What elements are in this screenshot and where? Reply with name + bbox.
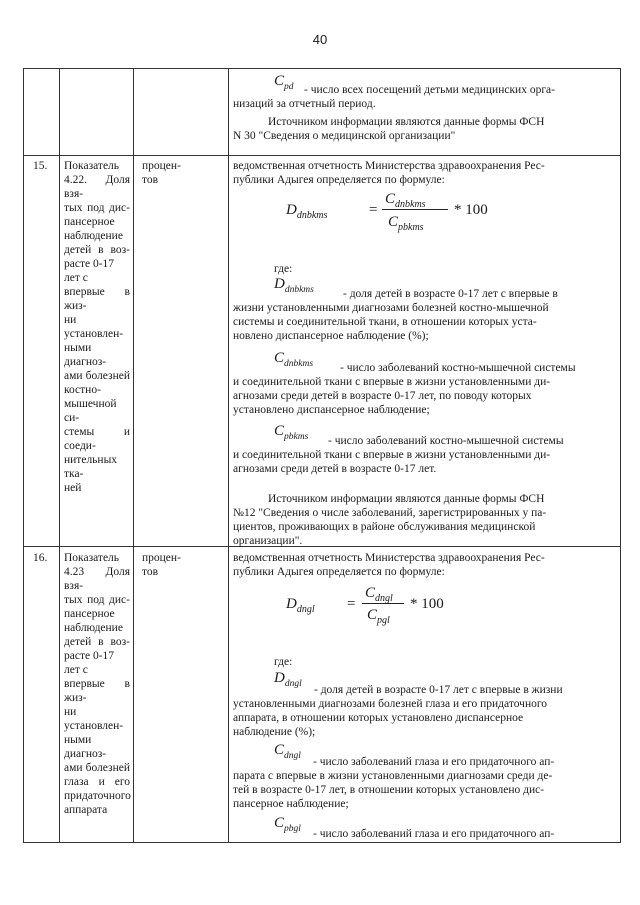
indicator-name-line: расте 0-17 лет с [64,650,115,676]
source-note: организации". [233,535,303,547]
indicator-name-line: тых под дис- [64,594,130,606]
indicator-name-line: детей в воз- [64,636,130,648]
unit-label: процен- [142,552,181,564]
source-note: N 30 "Сведения о медицинской организации" [233,130,456,142]
row-separator [24,155,620,156]
c-numerator-description: пансерное наблюдение; [233,798,349,810]
c-numerator-description: - число заболеваний костно-мышечной системы [340,362,576,374]
indicator-name-cell [64,551,130,817]
d-description: жизни установленными диагнозами болезней костно-мышечной [233,302,549,314]
where-label: где: [274,656,293,668]
indicator-name-line: придаточного [64,790,131,802]
source-note: №12 "Сведения о числе заболеваний, зарегистрированных у па- [233,507,547,519]
column-separator [228,69,229,842]
c-numerator-description: - число заболеваний глаза и его придаточного ап- [313,756,555,768]
cpd-description: низаций за отчетный период. [233,98,376,110]
indicator-name-line: 4.22. Доля взя- [64,174,130,200]
column-separator [133,69,134,842]
indicator-table [23,68,621,843]
d-description: аппарата, в отношении которых установлено диспансерное [233,712,524,724]
symbol-c-numerator: $C_{dngl}$ [274,742,301,761]
d-description: новлено диспансерное наблюдение (%); [233,330,429,342]
source-note: циентов, проживающих в районе обслуживания медицинской [233,521,536,533]
indicator-name-line: тых под дис- [64,202,130,214]
unit-label: тов [142,174,159,186]
d-description: системы и соединительной ткани, в отношении которых уста- [233,316,537,328]
symbol-d: $D_{dngl}$ [274,670,302,689]
indicator-name-line: глаза и его [64,776,130,788]
d-description: установленными диагнозами болезней глаза и его придаточного [233,698,548,710]
symbol-c-denominator: $C_{pbgl}$ [274,815,301,834]
indicator-name-cell [64,159,130,495]
fraction-bar [382,209,448,210]
formula-multiplier: * 100 [454,202,488,218]
d-description: наблюдение (%); [233,726,316,738]
indicator-name-line: ными диагноз- [64,734,107,760]
c-denominator-description: агнозами среди детей в возрасте 0-17 лет. [233,463,437,475]
indicator-name-line: впервые в жиз- [64,286,130,312]
c-denominator-description: и соединительной ткани с впервые в жизни установленными ди- [233,449,551,461]
formula-denominator: $C_{pgl}$ [367,607,390,626]
indicator-name-line: ами болезней [64,762,130,774]
row-separator [24,546,620,547]
indicator-name-line: ами болезней [64,370,130,382]
indicator-name-line: наблюдение [64,622,123,634]
row-number: 16. [33,552,48,564]
unit-label: процен- [142,160,181,172]
indicator-name-line: ни установлен- [64,314,124,340]
method-intro: публики Адыгея определяется по формуле: [233,174,445,186]
indicator-name-line: пансерное [64,216,115,228]
formula-numerator: $C_{dngl}$ [365,585,393,604]
formula-equals: = [368,202,379,218]
indicator-name-line: ни установлен- [64,706,124,732]
column-separator [59,69,60,842]
symbol-c-numerator: $C_{dnbkms}$ [274,350,314,369]
c-numerator-description: установлено диспансерное наблюдение; [233,404,430,416]
indicator-name-line: мышечной си- [64,398,117,424]
indicator-name-line: ными диагноз- [64,342,107,368]
formula-multiplier: * 100 [410,596,444,612]
d-description: - доля детей в возрасте 0-17 лет с впервые в жизни [314,684,563,696]
indicator-name-line: детей в воз- [64,244,130,256]
c-denominator-description: - число заболеваний глаза и его придаточного ап- [313,828,555,840]
indicator-name-line: стемы и соеди- [64,426,130,452]
indicator-name-line: пансерное [64,608,115,620]
indicator-name-line: нительных тка- [64,454,118,480]
d-description: - доля детей в возрасте 0-17 лет с впервые в [343,288,558,300]
indicator-name-line: расте 0-17 лет с [64,258,115,284]
c-numerator-description: и соединительной ткани с впервые в жизни установленными ди- [233,376,551,388]
formula-numerator: $C_{dnbkms}$ [385,191,426,210]
source-note: Источником информации являются данные формы ФСН [268,116,545,128]
indicator-name-line: аппарата [64,804,108,816]
indicator-name-line: ней [64,482,82,494]
c-numerator-description: тей в возрасте 0-17 лет, в отношении которых установлено дис- [233,784,545,796]
indicator-name-line: костно- [64,384,101,396]
where-label: где: [274,263,293,275]
c-denominator-description: - число заболеваний костно-мышечной системы [328,435,564,447]
indicator-name-line: Показатель [64,160,120,172]
indicator-name-line: наблюдение [64,230,123,242]
c-numerator-description: парата с впервые в жизни установленными диагнозами среди де- [233,770,553,782]
symbol-d: $D_{dnbkms}$ [274,276,314,295]
fraction-bar [362,603,404,604]
page-number: 40 [312,32,328,47]
symbol-c-denominator: $C_{pbkms}$ [274,423,309,442]
indicator-name-line: 4.23 Доля взя- [64,566,130,592]
formula-lhs: $D_{dnbkms}$ [286,202,328,221]
c-numerator-description: агнозами среди детей в возрасте 0-17 лет, по поводу которых [233,390,532,402]
formula-equals: = [346,596,357,612]
cpd-description: - число всех посещений детьми медицинских орга- [304,84,555,96]
source-note: Источником информации являются данные формы ФСН [268,493,545,505]
unit-label: тов [142,566,159,578]
method-intro: публики Адыгея определяется по формуле: [233,566,445,578]
formula-denominator: $C_{pbkms}$ [388,214,424,233]
formula-lhs: $D_{dngl}$ [286,596,315,615]
method-intro: ведомственная отчетность Министерства здравоохранения Рес- [233,160,545,172]
method-intro: ведомственная отчетность Министерства здравоохранения Рес- [233,552,545,564]
row-number: 15. [33,160,48,172]
symbol-cpd: $C_{pd}$ [274,73,294,92]
indicator-name-line: Показатель [64,552,120,564]
indicator-name-line: впервые в жиз- [64,678,130,704]
